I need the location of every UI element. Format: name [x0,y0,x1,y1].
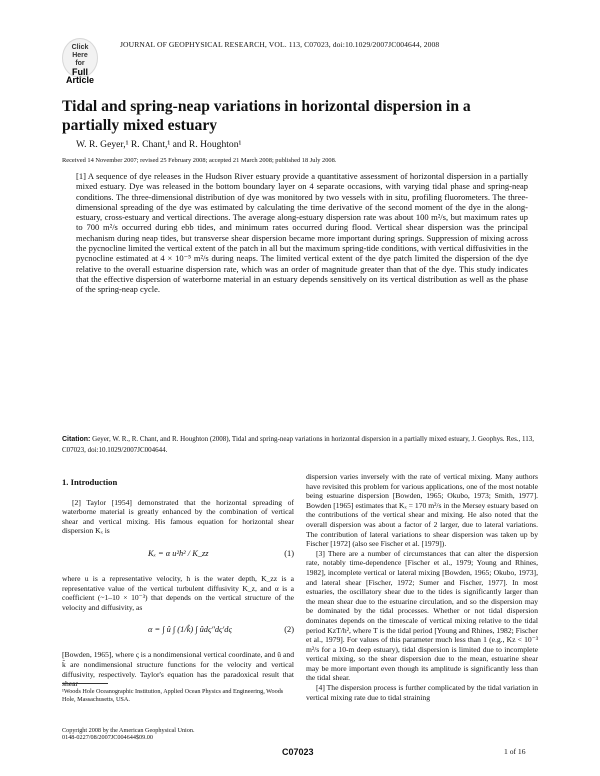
footnote: ¹Woods Hole Oceanographic Institution, Applied Ocean Physics and Engineering, Woods Hole, Massachusetts, USA. [62,688,284,703]
citation-label: Citation: [62,436,91,443]
abstract: [1] A sequence of dye releases in the Hudson River estuary provide a quantitative assessment of horizontal dispersion in a partially mixed estuary. Dye was released in the bottom boundary layer on 4 separate occasions, with varying tidal phase and spring-neap conditions. The three-dimensional distribution of dye was monitored by two vessels with in situ, profiling fluorometers. The three-dimensional spreading of the dye was estimated by calculating the time derivative of the second moment of the dye in the along-estuary, cross-estuary and vertical directions. The average along-estuary dispersion rate was about 100 m²/s, but maximum rates up to 700 m²/s occurred during ebb tides, and minimum rates occurred during flood. Vertical shear dispersion was the principal mechanism during neap tides, but transverse shear dispersion became more important during springs. Suppression of mixing across the pycnocline limited the vertical extent of the patch in all but the maximum spring-tide conditions, with vertical diffusivities in the pycnocline estimated at 4 × 10⁻⁵ m²/s during neaps. The limited vertical extent of the dye patch limited the dispersion of the dye relative to the overall estuarine dispersion rate, which was an order of magnitude greater than that of the dye. This study indicates that the effective dispersion of waterborne material in an estuary depends sensitively on its vertical distribution as well as the phase of the spring-neap cycle. [76,171,528,295]
copyright-line: 0148-0227/08/2007JC004644$09.00 [62,734,153,742]
paragraph: dispersion varies inversely with the rate of vertical mixing. Many authors have revisited this problem for various applications, one of the most notable being estuarine dispersion [Bowden, 1965; Okubo, 1973; Smith, 1977]. Bowden [1965] estimates that Kₓ = 170 m²/s in the Mersey estuary based on the contributions of the vertical shear and mixing. He also noted that the overall dispersion was about a factor of 2 larger, due to lateral variations. The contribution of lateral variations to shear dispersion was taken up by Fischer [1972] (also see Fischer et al. [1979]). [306,472,538,549]
article-id: C07023 [282,747,314,757]
paragraph: [4] The dispersion process is further complicated by the tidal variation in vertical mixing rate due to tidal straining [306,683,538,702]
paragraph: [2] Taylor [1954] demonstrated that the horizontal spreading of waterborne material is greatly enhanced by the combination of vertical shear and vertical mixing. His famous equation for horizontal shear dispersion Kₓ is [62,497,294,536]
badge-line: for [75,60,85,67]
badge-line: Here [72,52,88,59]
left-column [62,478,294,689]
full-article-badge[interactable] [62,38,98,85]
paragraph: [Bowden, 1965], where ς is a nondimensional vertical coordinate, and û and k̂ are nondimensional structure functions for the velocity and vertical diffusivity, respectively. Taylor's equation has the paradoxical result that shear [62,650,294,689]
equation-2 [62,618,294,644]
footnote-rule [62,683,108,684]
equation-number: (2) [284,625,294,635]
citation [62,434,538,455]
copyright-line: Copyright 2008 by the American Geophysical Union. [62,727,195,734]
paragraph: where u is a representative velocity, h is the water depth, K_zz is a representative value of the vertical turbulent diffusivity K_z, and α is a coefficient (~1–10 × 10⁻³) that depends on the vertical structure of the velocity and diffusivity, as [62,573,294,612]
copyright [62,727,294,742]
publication-dates: Received 14 November 2007; revised 25 February 2008; accepted 21 March 2008; published 18 July 2008. [62,157,337,164]
equation-formula: α = ∫ û ∫ (1/k̂) ∫ ûdς″dς′dς [148,625,232,635]
section-heading: 1. Introduction [62,477,118,487]
equation-number: (1) [284,548,294,558]
author-list: W. R. Geyer,¹ R. Chant,¹ and R. Houghton¹ [76,139,242,150]
badge-line: Click [71,44,89,51]
right-column [306,472,538,702]
journal-header: JOURNAL OF GEOPHYSICAL RESEARCH, VOL. 113, C07023, doi:10.1029/2007JC004644, 2008 [120,40,440,49]
citation-text: Geyer, W. R., R. Chant, and R. Houghton (2008), Tidal and spring-neap variations in horizontal dispersion in a partially mixed estuary, J. Geophys. Res., 113, C07023, doi:10.1029/2007JC004644. [62,435,535,454]
equation-formula: Kₓ = α u²h² / K_zz [148,548,209,558]
paragraph: [3] There are a number of circumstances that can alter the dispersion rate, notably time-dependence [Fischer et al., 1979; Young and Rhines, 1982], incomplete vertical or lateral mixing [Bowden, 1965; Okubo, 1973], and lateral shear [Fischer, 1972; Sumer and Fischer, 1977]. In most estuaries, the oscillatory shear due to the tides is significantly larger than the mean shear due to the estuarine circulation, and so the dispersion may be dominated by the tidal processes. Whether or not tidal dispersion dominates depends on the timescale of vertical mixing relative to the tidal period KzT/h², where T is the tidal period [Young and Rhines, 1982; Fischer et al., 1979]. For values of this parameter much less than 1 (e.g., Kz < 10⁻³ m²/s for a 10-m deep estuary), tidal dispersion is limited due to incomplete vertical mixing, so the shear dispersion due to the mean, estuarine shear may be more important even though its amplitude is significantly less than the tidal shear. [306,548,538,683]
badge-line: Full [72,67,88,77]
paper-title: Tidal and spring-neap variations in horizontal dispersion in a partially mixed estuary [62,98,471,134]
badge-line: Article [65,75,94,85]
page-number: 1 of 16 [504,747,526,756]
equation-1 [62,542,294,568]
